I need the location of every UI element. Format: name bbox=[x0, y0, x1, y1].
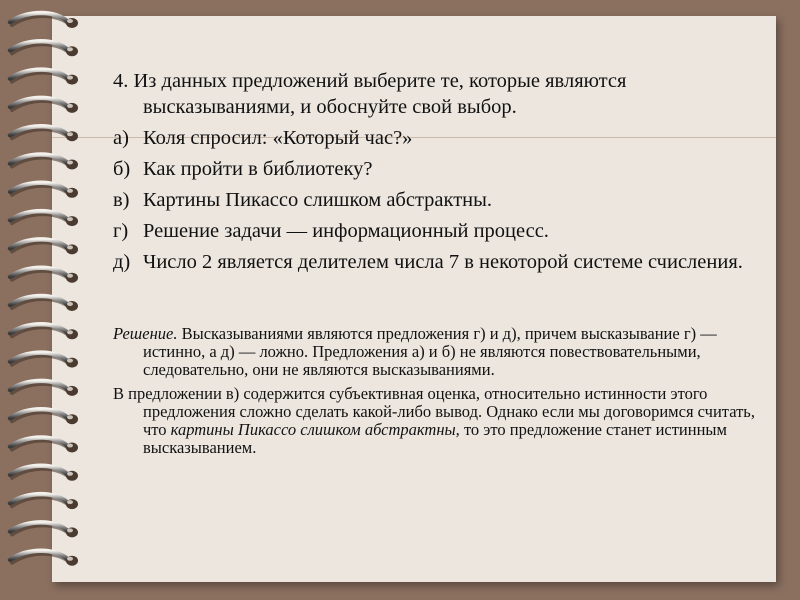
option-marker: б) bbox=[113, 158, 131, 180]
answer-option-v bbox=[113, 187, 763, 213]
task-question: 4. Из данных предложений выберите те, которые являются высказываниями, и обоснуйте свой выбор. bbox=[113, 70, 627, 118]
solution-block bbox=[113, 325, 763, 457]
option-text: Решение задачи — информационный процесс. bbox=[143, 220, 549, 242]
option-marker: д) bbox=[113, 251, 131, 273]
answer-option-a bbox=[113, 125, 763, 151]
solution-label: Решение. bbox=[113, 324, 178, 343]
answer-option-b bbox=[113, 156, 763, 182]
answer-option-g bbox=[113, 218, 763, 244]
solution-text-1: Высказываниями являются предложения г) и д), причем высказывание г) — истинно, а д) — ложно. Предложения а) и б) не являются повествовательными, следовательно, они не являются высказываниями. bbox=[143, 324, 717, 379]
option-text: Картины Пикассо слишком абстрактны. bbox=[143, 189, 493, 211]
option-text: Число 2 является делителем числа 7 в некоторой системе счисления. bbox=[143, 251, 743, 273]
spiral-binding-icon bbox=[0, 0, 90, 600]
solution-paragraph-2 bbox=[113, 385, 763, 457]
slide-content bbox=[113, 68, 763, 463]
option-text: Как пройти в библиотеку? bbox=[143, 158, 373, 180]
task-block bbox=[113, 68, 763, 275]
option-marker: а) bbox=[113, 127, 129, 149]
option-marker: в) bbox=[113, 189, 130, 211]
solution-text-2b: картины Пикассо слишком абстрактны, bbox=[170, 420, 460, 439]
answer-option-d bbox=[113, 249, 763, 275]
solution-paragraph-1 bbox=[113, 325, 763, 379]
solution-text-2a: В предложении в) содержится субъективная оценка, относительно истинности этого предложения сложно сделать какой-либо вывод. Однако если мы договоримся считать, что bbox=[113, 384, 755, 439]
option-text: Коля спросил: «Который час?» bbox=[143, 127, 413, 149]
option-marker: г) bbox=[113, 220, 129, 242]
solution-text-2c: то это предложение станет истинным высказыванием. bbox=[143, 420, 727, 457]
